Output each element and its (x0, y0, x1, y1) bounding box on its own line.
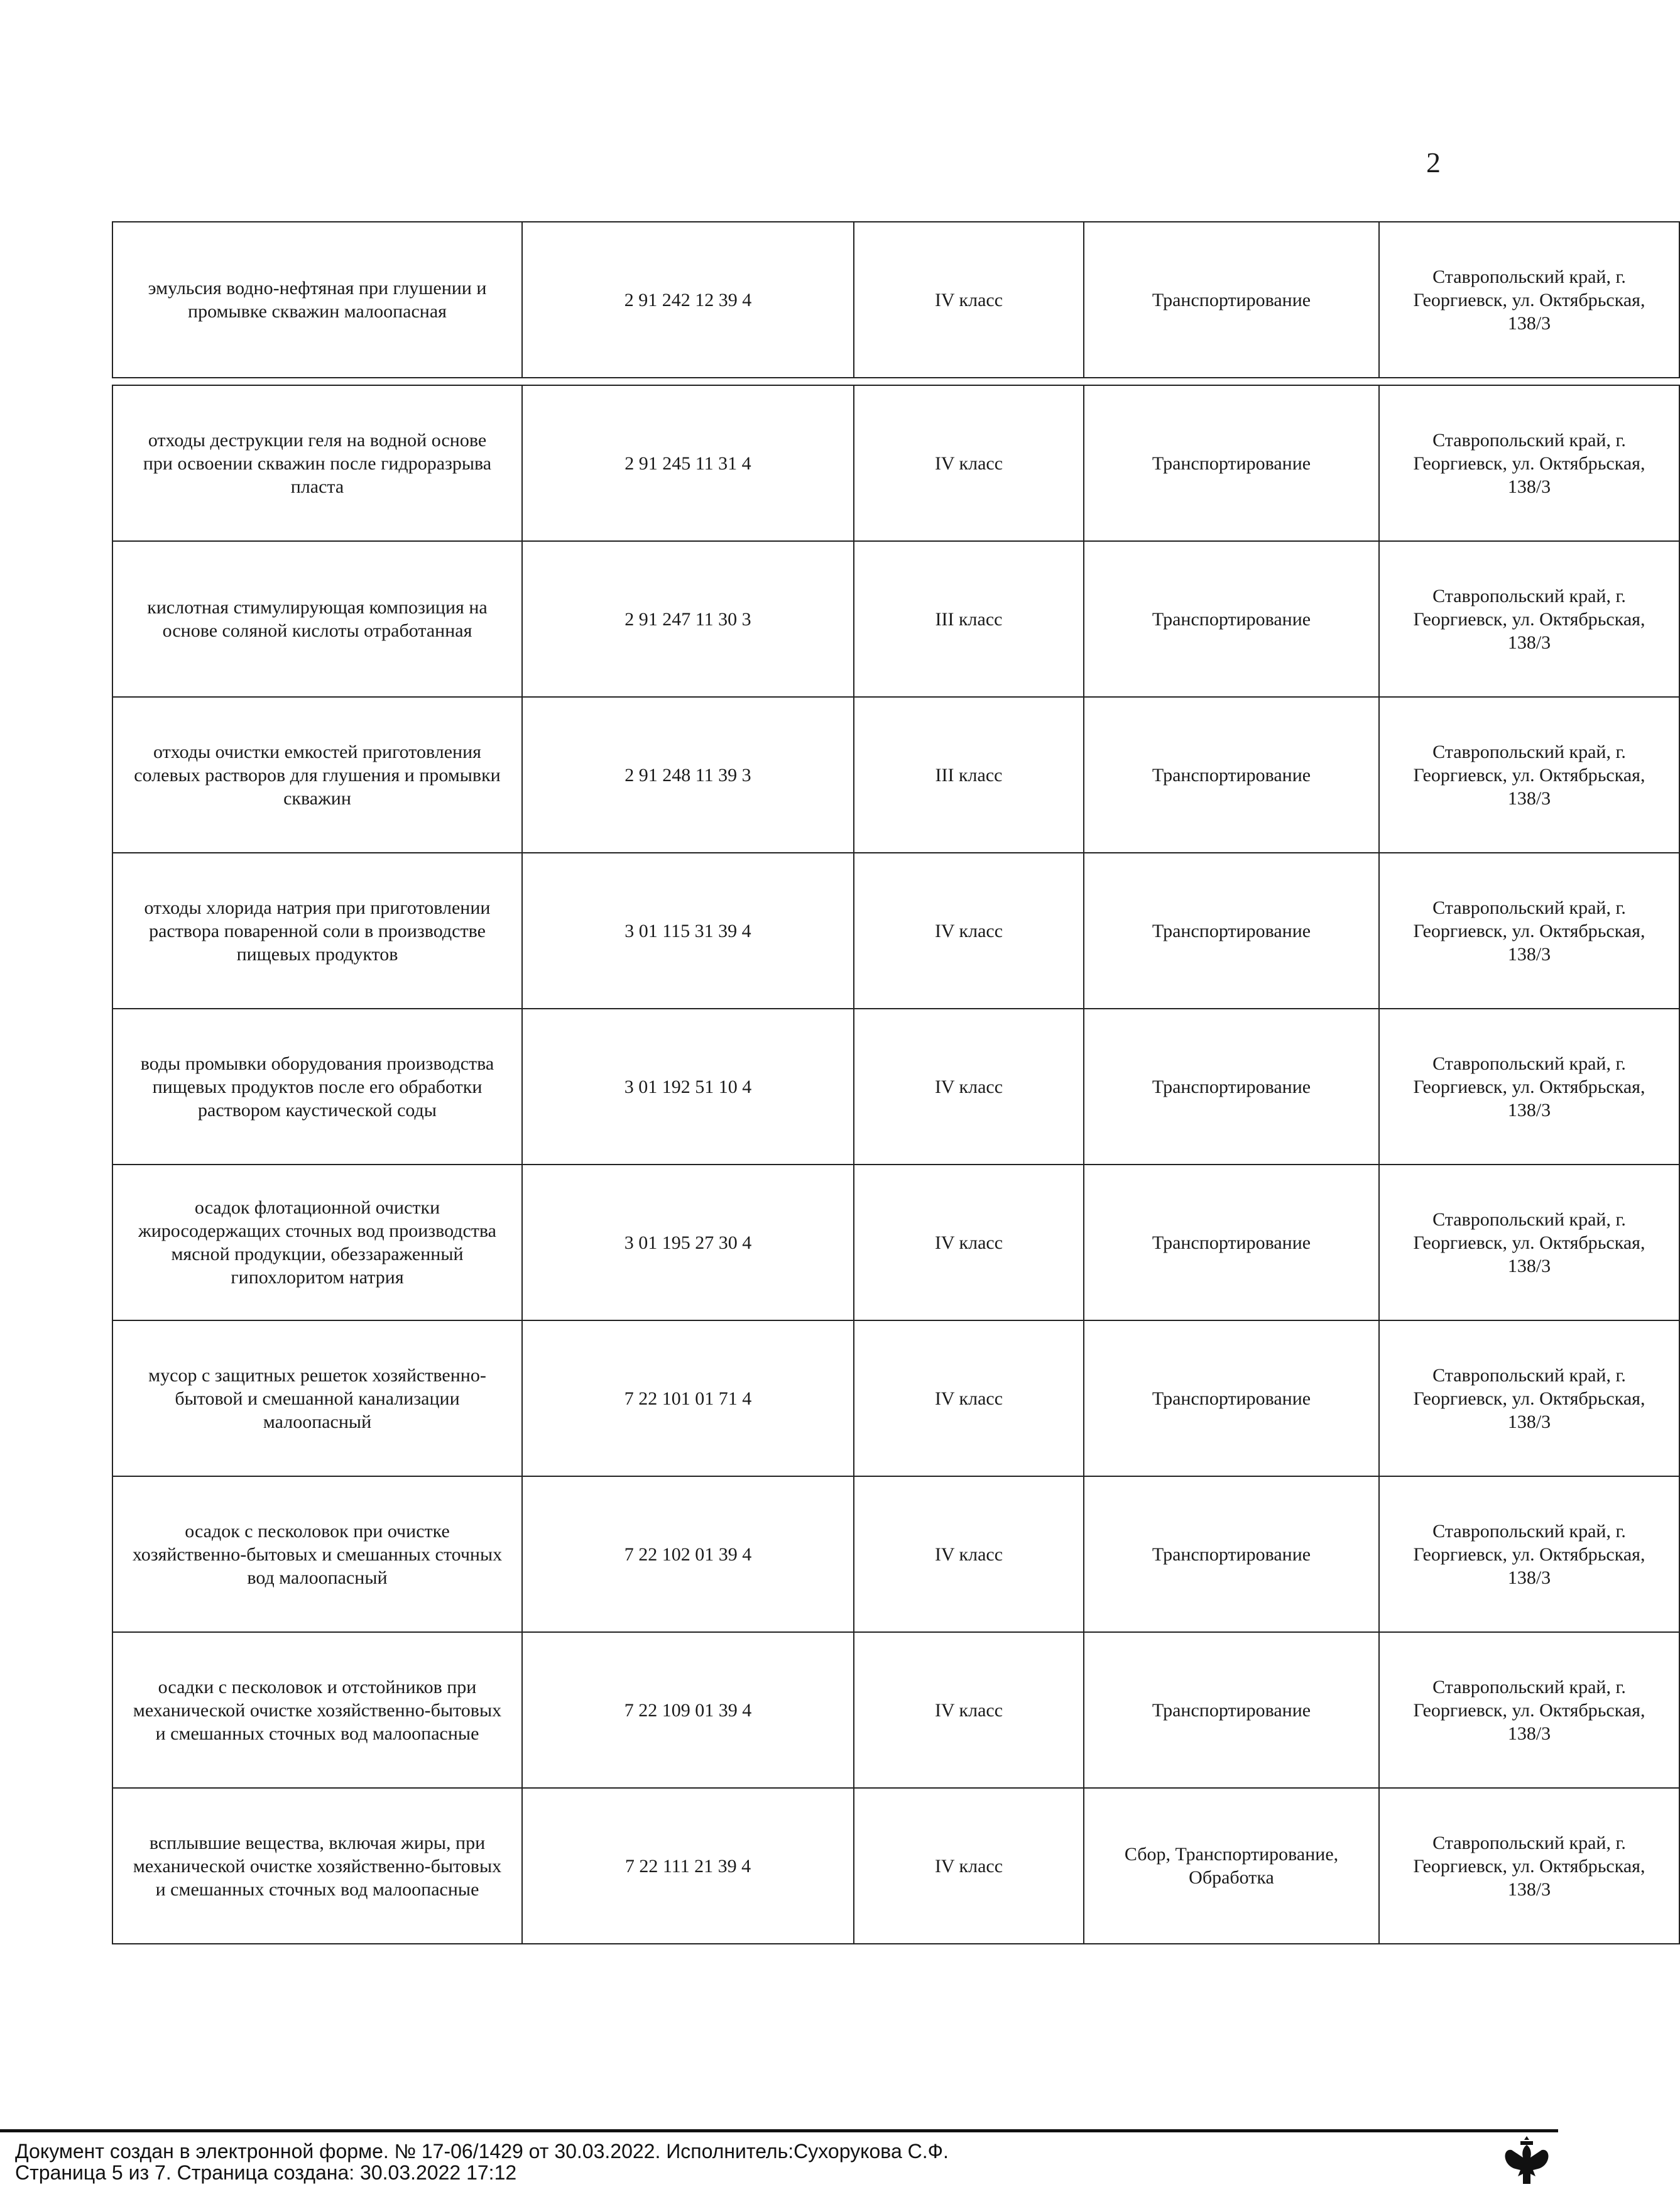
emblem-icon (1502, 2134, 1552, 2190)
waste-name-cell: отходы деструкции геля на водной основе при освоении скважин после гидроразрыва пласта (112, 385, 522, 541)
activity-type-cell: Транспортирование (1084, 385, 1379, 541)
waste-name-cell: отходы очистки емкостей приготовления солевых растворов для глушения и промывки скважин (112, 697, 522, 853)
address-cell: Ставропольский край, г. Георгиевск, ул. Октябрьская, 138/3 (1379, 1165, 1679, 1320)
fkko-code-cell: 3 01 195 27 30 4 (522, 1165, 854, 1320)
address-cell: Ставропольский край, г. Георгиевск, ул. Октябрьская, 138/3 (1379, 1320, 1679, 1476)
activity-type-cell: Транспортирование (1084, 853, 1379, 1009)
table-row (112, 1788, 1679, 1944)
fkko-code-cell: 3 01 115 31 39 4 (522, 853, 854, 1009)
waste-name-cell: всплывшие вещества, включая жиры, при механической очистке хозяйственно-бытовых и смешанных сточных вод малоопасные (112, 1788, 522, 1944)
address-cell: Ставропольский край, г. Георгиевск, ул. Октябрьская, 138/3 (1379, 697, 1679, 853)
address-cell: Ставропольский край, г. Георгиевск, ул. Октябрьская, 138/3 (1379, 1788, 1679, 1944)
hazard-class-cell: IV класс (854, 385, 1084, 541)
hazard-class-cell: IV класс (854, 1476, 1084, 1632)
waste-name-cell: отходы хлорида натрия при приготовлении раствора поваренной соли в производстве пищевых продуктов (112, 853, 522, 1009)
waste-name-cell: осадок с песколовок при очистке хозяйственно-бытовых и смешанных сточных вод малоопасный (112, 1476, 522, 1632)
activity-type-cell: Транспортирование (1084, 222, 1379, 378)
table-row (112, 1476, 1679, 1632)
hazard-class-cell: IV класс (854, 222, 1084, 378)
waste-name-cell: воды промывки оборудования производства пищевых продуктов после его обработки раствором каустической соды (112, 1009, 522, 1165)
waste-table (112, 385, 1680, 1944)
footer-page-info: Страница 5 из 7. Страница создана: 30.03.2022 17:12 (15, 2161, 517, 2184)
address-cell: Ставропольский край, г. Георгиевск, ул. Октябрьская, 138/3 (1379, 385, 1679, 541)
table-row (112, 1320, 1679, 1476)
footer (15, 2141, 949, 2183)
activity-type-cell: Транспортирование (1084, 1009, 1379, 1165)
activity-type-cell: Транспортирование (1084, 1476, 1379, 1632)
table-row (112, 222, 1679, 378)
waste-name-cell: осадок флотационной очистки жиросодержащих сточных вод производства мясной продукции, обеззараженный гипохлоритом натрия (112, 1165, 522, 1320)
activity-type-cell: Транспортирование (1084, 1632, 1379, 1788)
table-row (112, 853, 1679, 1009)
waste-name-cell: кислотная стимулирующая композиция на основе соляной кислоты отработанная (112, 541, 522, 697)
address-cell: Ставропольский край, г. Георгиевск, ул. Октябрьская, 138/3 (1379, 1009, 1679, 1165)
address-cell: Ставропольский край, г. Георгиевск, ул. Октябрьская, 138/3 (1379, 541, 1679, 697)
fkko-code-cell: 2 91 242 12 39 4 (522, 222, 854, 378)
waste-name-cell: эмульсия водно-нефтяная при глушении и промывке скважин малоопасная (112, 222, 522, 378)
table-row (112, 1165, 1679, 1320)
page-number: 2 (1426, 146, 1441, 178)
hazard-class-cell: IV класс (854, 1788, 1084, 1944)
address-cell: Ставропольский край, г. Георгиевск, ул. Октябрьская, 138/3 (1379, 1632, 1679, 1788)
waste-name-cell: осадки с песколовок и отстойников при механической очистке хозяйственно-бытовых и смешанных сточных вод малоопасные (112, 1632, 522, 1788)
fkko-code-cell: 7 22 101 01 71 4 (522, 1320, 854, 1476)
hazard-class-cell: IV класс (854, 1320, 1084, 1476)
activity-type-cell: Сбор, Транспортирование, Обработка (1084, 1788, 1379, 1944)
activity-type-cell: Транспортирование (1084, 697, 1379, 853)
table-row (112, 385, 1679, 541)
table-row (112, 1632, 1679, 1788)
activity-type-cell: Транспортирование (1084, 1320, 1379, 1476)
hazard-class-cell: IV класс (854, 853, 1084, 1009)
table-row (112, 541, 1679, 697)
fkko-code-cell: 2 91 247 11 30 3 (522, 541, 854, 697)
hazard-class-cell: IV класс (854, 1165, 1084, 1320)
address-cell: Ставропольский край, г. Георгиевск, ул. Октябрьская, 138/3 (1379, 853, 1679, 1009)
table-row (112, 1009, 1679, 1165)
fkko-code-cell: 7 22 102 01 39 4 (522, 1476, 854, 1632)
fkko-code-cell: 3 01 192 51 10 4 (522, 1009, 854, 1165)
hazard-class-cell: IV класс (854, 1632, 1084, 1788)
fkko-code-cell: 2 91 248 11 39 3 (522, 697, 854, 853)
activity-type-cell: Транспортирование (1084, 541, 1379, 697)
address-cell: Ставропольский край, г. Георгиевск, ул. Октябрьская, 138/3 (1379, 1476, 1679, 1632)
hazard-class-cell: III класс (854, 541, 1084, 697)
waste-table-first-fragment (112, 221, 1680, 378)
address-cell: Ставропольский край, г. Георгиевск, ул. Октябрьская, 138/3 (1379, 222, 1679, 378)
fkko-code-cell: 7 22 111 21 39 4 (522, 1788, 854, 1944)
hazard-class-cell: IV класс (854, 1009, 1084, 1165)
activity-type-cell: Транспортирование (1084, 1165, 1379, 1320)
hazard-class-cell: III класс (854, 697, 1084, 853)
fkko-code-cell: 2 91 245 11 31 4 (522, 385, 854, 541)
fkko-code-cell: 7 22 109 01 39 4 (522, 1632, 854, 1788)
table-row (112, 697, 1679, 853)
waste-name-cell: мусор с защитных решеток хозяйственно-бытовой и смешанной канализации малоопасный (112, 1320, 522, 1476)
footer-divider (0, 2129, 1558, 2132)
footer-document-info: Документ создан в электронной форме. № 17-06/1429 от 30.03.2022. Исполнитель:Сухорукова С.Ф. (15, 2140, 949, 2163)
